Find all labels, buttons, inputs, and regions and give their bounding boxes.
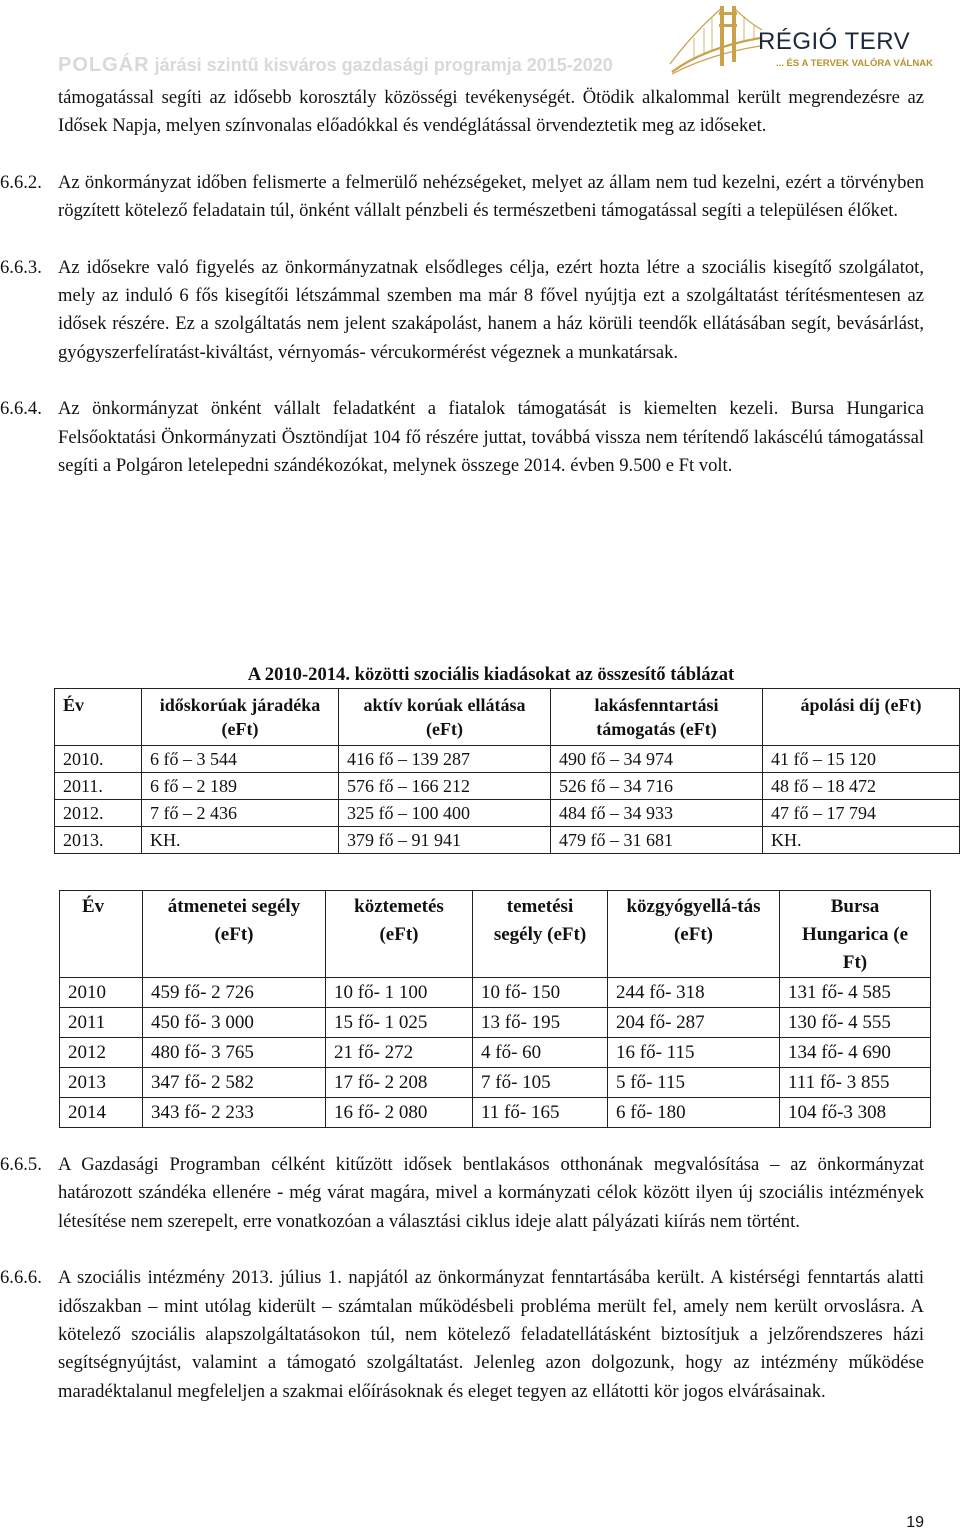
table-cell: 526 fő – 34 716: [551, 773, 763, 800]
table-cell: 134 fő- 4 690: [780, 1038, 931, 1068]
year-cell: 2013: [60, 1068, 143, 1098]
year-cell: 2010.: [55, 746, 142, 773]
table-header-cell: köztemetés (eFt): [326, 891, 473, 978]
logo-name: RÉGIÓ TERV: [758, 28, 911, 55]
table-header-row: [55, 689, 960, 746]
bridge-logo-icon: [664, 2, 764, 76]
table-cell: 484 fő – 34 933: [551, 800, 763, 827]
table-cell: 479 fő – 31 681: [551, 827, 763, 854]
table-cell: 325 fő – 100 400: [339, 800, 551, 827]
table-header-cell: ápolási díj (eFt): [763, 689, 960, 746]
table-cell: 576 fő – 166 212: [339, 773, 551, 800]
table-cell: 450 fő- 3 000: [143, 1008, 326, 1038]
section-text: Az idősekre való figyelés az önkormányzatnak elsődleges célja, ezért hozta létre a szociális kisegítő szolgálatot, mely az induló 6 fős kisegítői létszámmal szemben ma már 8 fővel nyújtja ezt a szolgáltatást térítésmentesen az idősek részére. Ez a szolgáltatás nem jelent szakápolást, hanem a ház körüli teendők ellátásában segít, bevásárlást, gyógyszerfelíratást-kiváltást, vérnyomás- vércukormérést végeznek a munkatársak.: [58, 256, 924, 363]
section-6-6-3: [0, 254, 924, 368]
table-row: [55, 773, 960, 800]
section-number: 6.6.5.: [0, 1154, 42, 1175]
table-cell: 21 fő- 272: [326, 1038, 473, 1068]
year-cell: 2012.: [55, 800, 142, 827]
table-header-cell: átmenetei segély (eFt): [143, 891, 326, 978]
table-cell: 131 fő- 4 585: [780, 978, 931, 1008]
table-cell: 7 fő- 105: [473, 1068, 608, 1098]
table-cell: 17 fő- 2 208: [326, 1068, 473, 1098]
year-cell: 2012: [60, 1038, 143, 1068]
table-cell: 47 fő – 17 794: [763, 800, 960, 827]
table-cell: 490 fő – 34 974: [551, 746, 763, 773]
table-row: [55, 746, 960, 773]
section-text: A Gazdasági Programban célként kitűzött idősek bentlakásos otthonának megvalósítása – az önkormányzat határozott szándéka ellenére - még várat magára, mivel a kormányzati célok között ilyen új szociális intézmények létesítése nem szerepelt, erre vonatkozóan a választási ciklus ideje alatt pályázati kiírás nem történt.: [58, 1154, 924, 1232]
table-cell: 130 fő- 4 555: [780, 1008, 931, 1038]
section-text: Az önkormányzat önként vállalt feladatként a fiatalok támogatását is kiemelten kezeli. Bursa Hungarica Felsőoktatási Önkormányzati Ösztöndíjat 104 fő részére juttat, továbbá vissza nem térítendő lakáscélú támogatással segíti a Polgáron letelepedni szándékozókat, melynek összege 2014. évben 9.500 e Ft volt.: [58, 398, 924, 477]
table-cell: 343 fő- 2 233: [143, 1098, 326, 1128]
section-number: 6.6.4.: [0, 398, 42, 420]
table-header-cell: Év: [55, 689, 142, 746]
table-cell: KH.: [763, 827, 960, 854]
table-cell: KH.: [142, 827, 339, 854]
table-cell: 4 fő- 60: [473, 1038, 608, 1068]
intro-paragraph: támogatással segíti az idősebb korosztály közösségi tevékenységét. Ötödik alkalommal került megrendezésre az Idősek Napja, melyen színvonalas előadókkal és vendéglátással örvendeztetik meg az időseket.: [58, 87, 924, 137]
page-number: 19: [906, 1514, 924, 1531]
section-6-6-6: [0, 1264, 924, 1406]
table-row: [60, 1068, 931, 1098]
table-cell: 379 fő – 91 941: [339, 827, 551, 854]
table-cell: 15 fő- 1 025: [326, 1008, 473, 1038]
table-cell: 16 fő- 115: [608, 1038, 780, 1068]
table-row: [55, 800, 960, 827]
table-row: [60, 1098, 931, 1128]
table-cell: 416 fő – 139 287: [339, 746, 551, 773]
year-cell: 2011: [60, 1008, 143, 1038]
table-header-cell: Év: [60, 891, 143, 978]
section-number: 6.6.6.: [0, 1267, 42, 1289]
section-6-6-2: [0, 169, 924, 226]
table-row: [60, 1008, 931, 1038]
table-cell: 6 fő- 180: [608, 1098, 780, 1128]
section-number: 6.6.3.: [0, 256, 42, 278]
table-row: [60, 1038, 931, 1068]
program-title-rest: járási szintű kisváros gazdasági programja 2015-2020: [154, 55, 613, 75]
table-row: [55, 827, 960, 854]
program-title-strong: POLGÁR: [58, 54, 150, 76]
section-6-6-5: [0, 1151, 924, 1236]
table-cell: 204 fő- 287: [608, 1008, 780, 1038]
year-cell: 2011.: [55, 773, 142, 800]
table2-body: [60, 978, 931, 1128]
table-header-cell: temetési segély (eFt): [473, 891, 608, 978]
table-cell: 111 fő- 3 855: [780, 1068, 931, 1098]
table-cell: 10 fő- 1 100: [326, 978, 473, 1008]
table-cell: 16 fő- 2 080: [326, 1098, 473, 1128]
table-header-cell: lakásfenntartási támogatás (eFt): [551, 689, 763, 746]
program-title: [58, 54, 613, 77]
table-cell: 347 fő- 2 582: [143, 1068, 326, 1098]
section-text: Az önkormányzat időben felismerte a felmerülő nehézségeket, melyet az állam nem tud kezelni, ezért a törvényben rögzített kötelező feladatain túl, önként vállalt pénzbeli és természetbeni támogatással segíti a településen élőket.: [58, 171, 924, 222]
year-cell: 2014: [60, 1098, 143, 1128]
table-cell: 41 fő – 15 120: [763, 746, 960, 773]
document-body-lower: [0, 1151, 924, 1406]
table-cell: 10 fő- 150: [473, 978, 608, 1008]
table-header-row: [60, 891, 931, 978]
table-header-cell: aktív korúak ellátása (eFt): [339, 689, 551, 746]
table-cell: 6 fő – 3 544: [142, 746, 339, 773]
section-number: 6.6.2.: [0, 171, 42, 193]
table-cell: 11 fő- 165: [473, 1098, 608, 1128]
year-cell: 2013.: [55, 827, 142, 854]
table-cell: 5 fő- 115: [608, 1068, 780, 1098]
year-cell: 2010: [60, 978, 143, 1008]
logo-tagline: ... ÉS A TERVEK VALÓRA VÁLNAK: [776, 58, 933, 69]
table-header-cell: időskorúak járadéka (eFt): [142, 689, 339, 746]
table1-caption: A 2010-2014. közötti szociális kiadásokat az összesítő táblázat: [247, 664, 735, 685]
table-row: [60, 978, 931, 1008]
table-cell: 48 fő – 18 472: [763, 773, 960, 800]
document-body: [0, 84, 924, 480]
table-cell: 7 fő – 2 436: [142, 800, 339, 827]
table-cell: 104 fő-3 308: [780, 1098, 931, 1128]
table-cell: 244 fő- 318: [608, 978, 780, 1008]
section-6-6-4: [0, 395, 924, 480]
table-cell: 13 fő- 195: [473, 1008, 608, 1038]
support-table: [59, 890, 931, 1128]
table1-body: [55, 746, 960, 854]
section-text: A szociális intézmény 2013. július 1. napjától az önkormányzat fenntartásába került. A kistérségi fenntartás alatti időszakban – mint utólag kiderült – számtalan működésbeli probléma merült fel, amely nem került orvoslásra. A kötelező szociális alapszolgáltatásokon túl, nem kötelező feladatellátásként biztosítjuk a jelzőrendszeres házi segítségnyújtást, valamint a támogató szolgáltatást. Jelenleg azon dolgozunk, hogy az intézmény működése maradéktalanul megfeleljen a szakmai előírásoknak és eleget tegyen az ellátotti kör jogos elvárásainak.: [58, 1267, 924, 1402]
table-cell: 480 fő- 3 765: [143, 1038, 326, 1068]
table-cell: 459 fő- 2 726: [143, 978, 326, 1008]
social-expenses-table: [54, 688, 960, 854]
table-header-cell: közgyógyellá-tás (eFt): [608, 891, 780, 978]
table-cell: 6 fő – 2 189: [142, 773, 339, 800]
table-header-cell: Bursa Hungarica (e Ft): [780, 891, 931, 978]
page-header: [0, 0, 960, 80]
